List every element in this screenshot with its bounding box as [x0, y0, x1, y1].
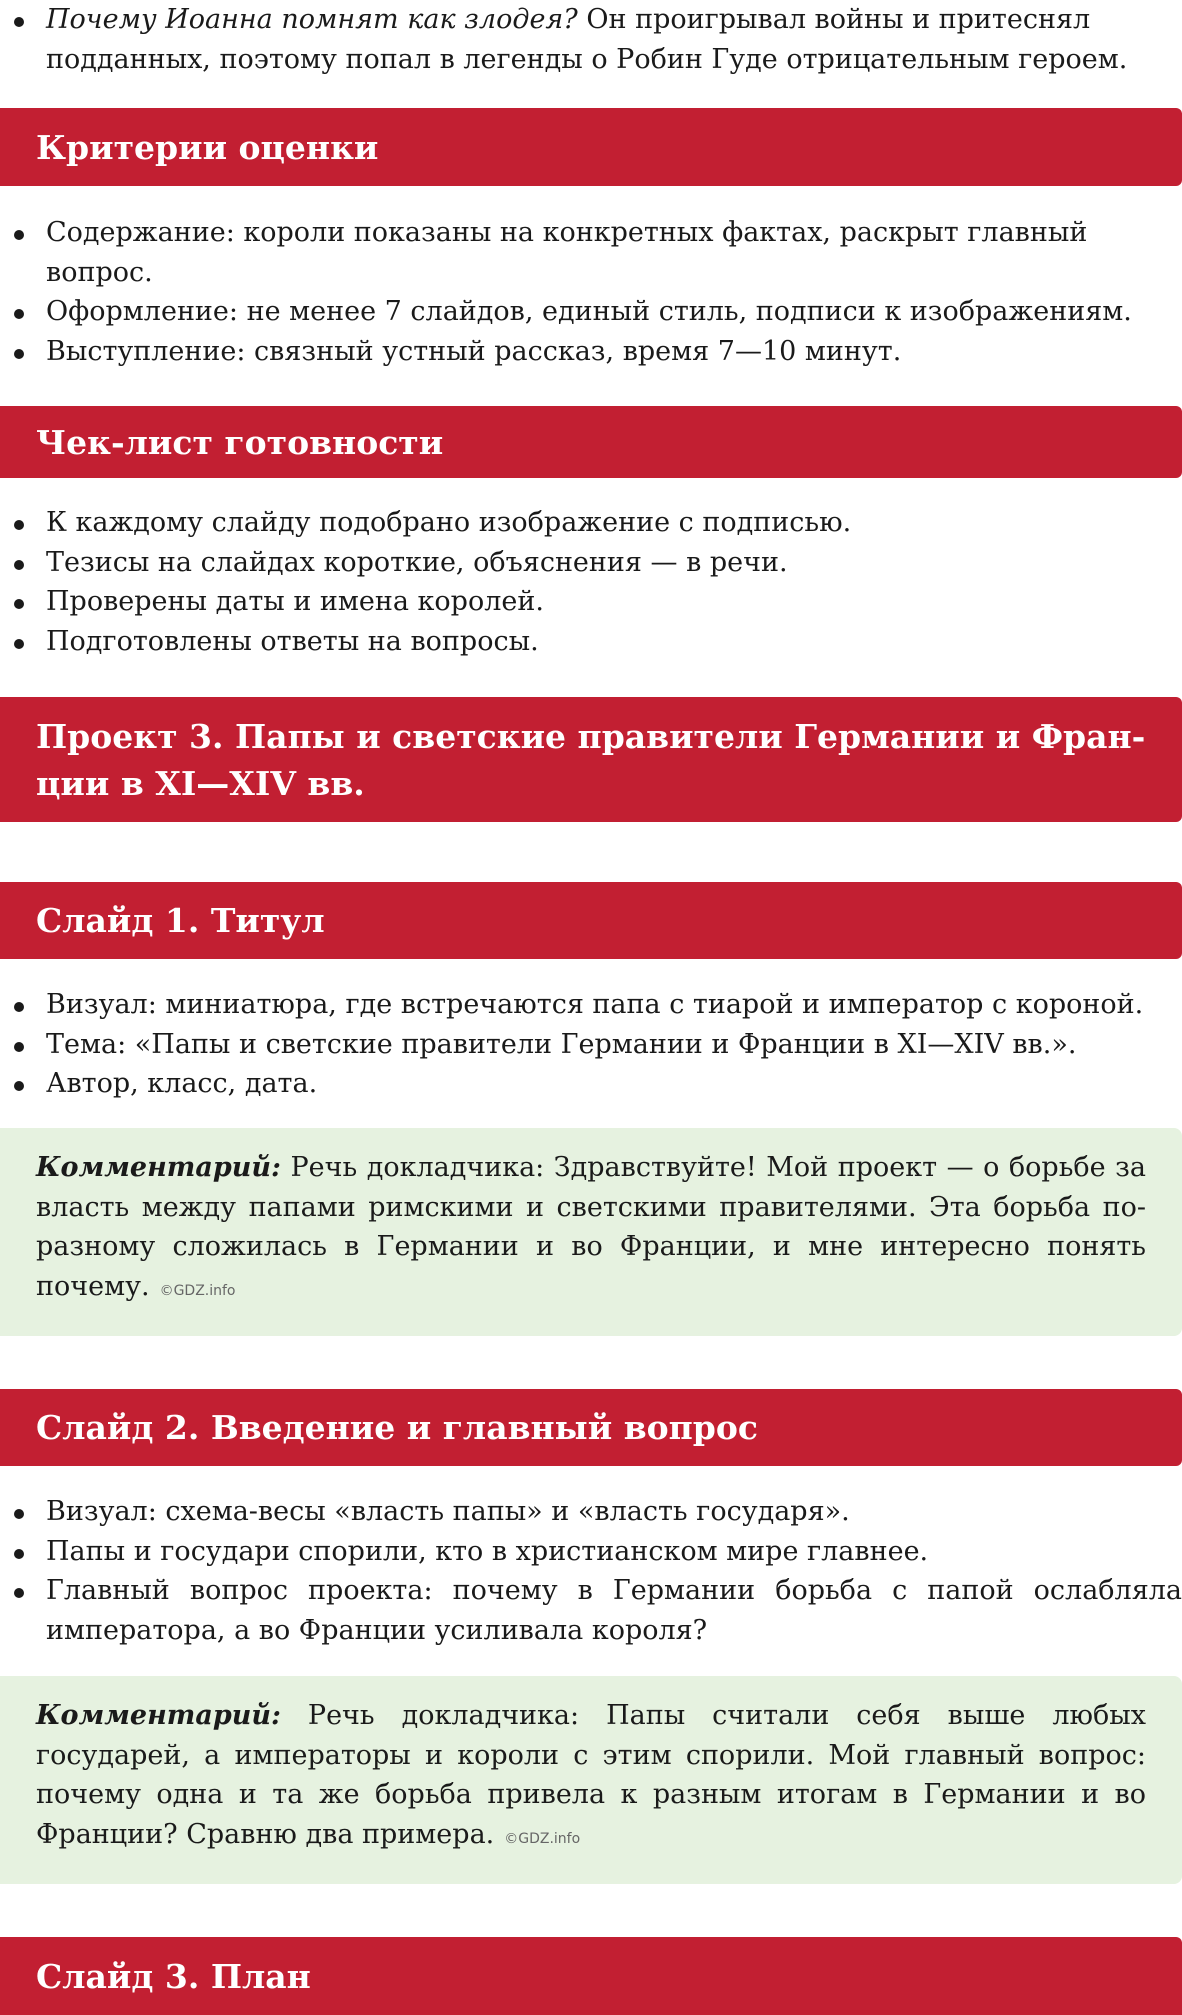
list-item-text: К каждому слайду подобрано изображение с подписью. [46, 507, 852, 538]
section-title-line2: ции в XI—XIV вв. [36, 763, 365, 803]
list-item-text: Визуал: схема-весы «власть папы» и «власть государя». [46, 1496, 850, 1527]
list-item [10, 1571, 1182, 1650]
list-item-text: Оформление: не менее 7 слайдов, единый стиль, подписи к изображениям. [46, 296, 1132, 327]
list-item-text: Тема: «Папы и светские правители Германии и Франции в XI—XIV вв.». [46, 1028, 1077, 1060]
comment-text: Речь докладчика: Здравствуйте! Мой проект — о борьбе за власть между папами римскими и светскими правителями. Эта борьба по-разному сложилась в Германии и во Франции, и мне интересно понять почему. [36, 1152, 1146, 1302]
comment-label: Комментарий: [36, 1700, 281, 1731]
comment-text: Речь докладчика: Папы считали себя выше любых государей, а императоры и короли с этим спорили. Мой главный вопрос: почему одна и та же борьба привела к разным итогам в Германии и во Франции? Сравню два примера. [36, 1700, 1146, 1850]
list-item [10, 1532, 1182, 1572]
section-title: Критерии оценки [36, 127, 379, 167]
section-header-checklist [0, 406, 1182, 478]
comment-label: Комментарий: [36, 1152, 281, 1183]
list-item-text: Папы и государи спорили, кто в христианском мире главнее. [46, 1535, 929, 1567]
list-item [10, 503, 1182, 543]
checklist-list [10, 503, 1182, 661]
list-item [10, 543, 1182, 583]
list-item [10, 332, 1182, 372]
watermark-text: ©GDZ.info [159, 1282, 236, 1299]
watermark-text: ©GDZ.info [504, 1830, 581, 1847]
list-item-italic: Почему Иоанна помнят как злодея? [46, 4, 578, 35]
list-item [10, 622, 1182, 662]
list-item-text: Выступление: связный устный рассказ, время 7—10 минут. [46, 335, 902, 367]
list-item-text: Проверены даты и имена королей. [46, 586, 544, 617]
section-header-criteria [0, 108, 1182, 186]
list-item-text: Содержание: короли показаны на конкретных фактах, раскрыт главный вопрос. [46, 217, 1088, 288]
criteria-list [10, 213, 1182, 371]
top-list [10, 0, 1182, 79]
list-item-text: Тезисы на слайдах короткие, объяснения — в речи. [46, 546, 788, 578]
slide2-list [10, 1492, 1182, 1650]
section-title: Чек-лист готовности [36, 422, 444, 462]
comment-box-slide1 [0, 1128, 1182, 1336]
comment-box-slide2 [0, 1676, 1182, 1884]
section-title: Слайд 3. План [36, 1956, 311, 1996]
list-item [10, 1025, 1182, 1065]
section-title-line1: Проект 3. Папы и светские правители Германии и Фран- [36, 716, 1146, 756]
list-item [10, 1492, 1182, 1532]
section-header-project3 [0, 697, 1182, 822]
list-item-text: Автор, класс, дата. [46, 1068, 318, 1099]
list-item [10, 985, 1182, 1025]
list-item-text: Визуал: миниатюра, где встречаются папа с тиарой и император с короной. [46, 989, 1144, 1020]
list-item [10, 582, 1182, 622]
list-item [10, 213, 1182, 292]
list-item-text: Подготовлены ответы на вопросы. [46, 625, 539, 657]
list-item-text: Он проигрывал войны и притеснял подданных, поэтому попал в легенды о Робин Гуде отрицательным героем. [46, 4, 1128, 75]
section-header-slide1 [0, 882, 1182, 959]
section-header-slide3 [0, 1937, 1182, 2015]
list-item [10, 0, 1182, 79]
section-title: Слайд 2. Введение и главный вопрос [36, 1408, 758, 1447]
section-title: Слайд 1. Титул [36, 901, 325, 940]
section-header-slide2 [0, 1389, 1182, 1466]
list-item-text: Главный вопрос проекта: почему в Германии борьба с папой ослабляла императора, а во Франции усиливала короля? [46, 1575, 1182, 1646]
list-item [10, 1064, 1182, 1104]
slide1-list [10, 985, 1182, 1104]
list-item [10, 292, 1182, 332]
